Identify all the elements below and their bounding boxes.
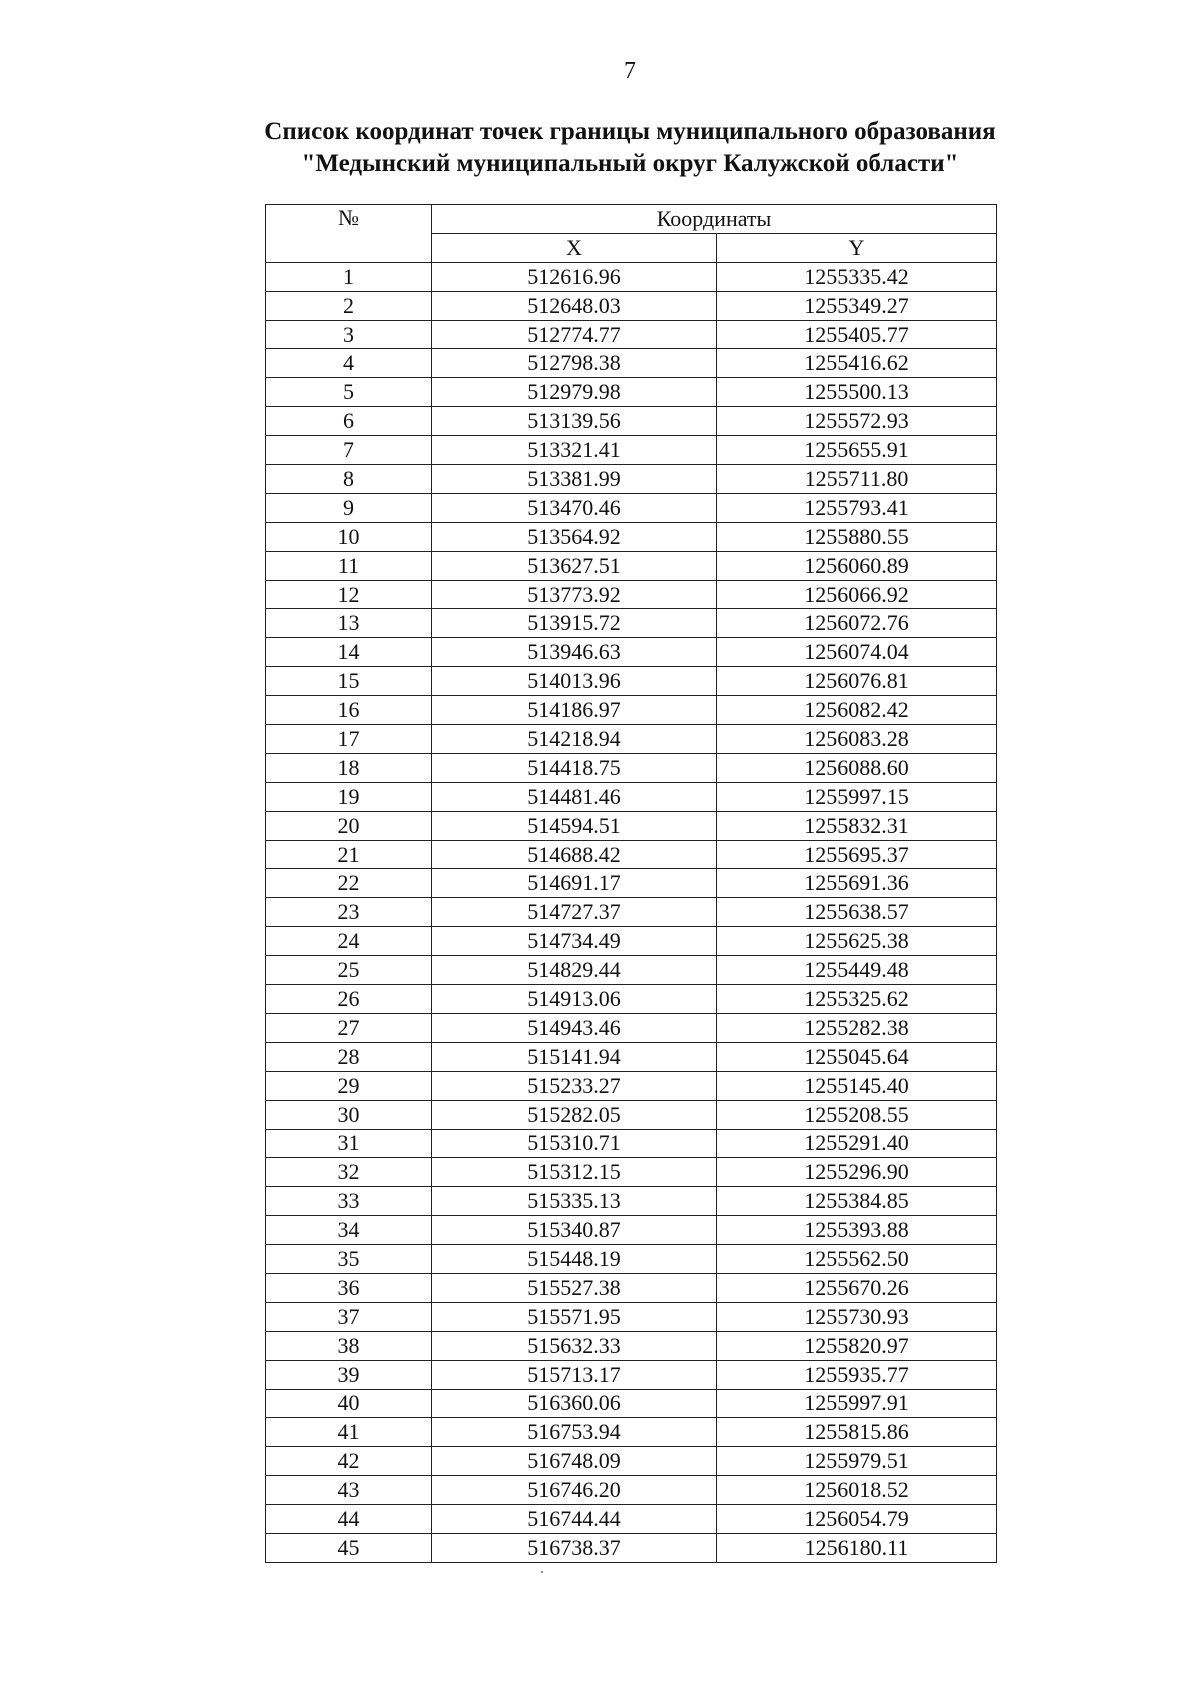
- table-row: [266, 493, 997, 522]
- y-coordinate-cell: 1255405.77: [717, 320, 997, 349]
- y-coordinate-cell: 1255935.77: [717, 1360, 997, 1389]
- x-coordinate-cell: 515713.17: [432, 1360, 717, 1389]
- y-coordinate-cell: 1256083.28: [717, 725, 997, 754]
- table-row: [266, 725, 997, 754]
- x-coordinate-cell: 515335.13: [432, 1187, 717, 1216]
- point-number-cell: 21: [266, 840, 432, 869]
- y-coordinate-cell: 1255282.38: [717, 1013, 997, 1042]
- y-coordinate-cell: 1256076.81: [717, 667, 997, 696]
- point-number-cell: 8: [266, 465, 432, 494]
- document-title: [0, 116, 1200, 180]
- table-row: [266, 1418, 997, 1447]
- coordinates-group-header: Координаты: [432, 205, 997, 234]
- table-row: [266, 753, 997, 782]
- y-coordinate-cell: 1256074.04: [717, 638, 997, 667]
- table-row: [266, 436, 997, 465]
- point-number-cell: 16: [266, 696, 432, 725]
- y-coordinate-cell: 1256072.76: [717, 609, 997, 638]
- y-coordinate-cell: 1255500.13: [717, 378, 997, 407]
- point-number-cell: 25: [266, 956, 432, 985]
- y-coordinate-cell: 1255793.41: [717, 493, 997, 522]
- x-coordinate-cell: 513627.51: [432, 551, 717, 580]
- y-coordinate-cell: 1255449.48: [717, 956, 997, 985]
- x-coordinate-cell: 513470.46: [432, 493, 717, 522]
- table-row: [266, 1476, 997, 1505]
- x-coordinate-cell: 512798.38: [432, 349, 717, 378]
- table-row: [266, 696, 997, 725]
- point-number-cell: 13: [266, 609, 432, 638]
- y-coordinate-cell: 1255638.57: [717, 898, 997, 927]
- title-line-1: Список координат точек границы муниципального образования: [264, 118, 996, 145]
- table-row: [266, 1071, 997, 1100]
- title-line-2: "Медынский муниципальный округ Калужской области": [301, 150, 959, 177]
- x-coordinate-cell: 515310.71: [432, 1129, 717, 1158]
- point-number-cell: 43: [266, 1476, 432, 1505]
- table-row: [266, 349, 997, 378]
- table-row: [266, 1216, 997, 1245]
- x-coordinate-cell: 512774.77: [432, 320, 717, 349]
- point-number-cell: 34: [266, 1216, 432, 1245]
- point-number-cell: 23: [266, 898, 432, 927]
- table-row: [266, 1245, 997, 1274]
- table-row: [266, 1447, 997, 1476]
- point-number-cell: 38: [266, 1331, 432, 1360]
- point-number-cell: 2: [266, 291, 432, 320]
- point-number-cell: 33: [266, 1187, 432, 1216]
- point-number-cell: 36: [266, 1273, 432, 1302]
- point-number-cell: 42: [266, 1447, 432, 1476]
- point-number-cell: 35: [266, 1245, 432, 1274]
- table-row: [266, 1273, 997, 1302]
- table-row: [266, 811, 997, 840]
- table-row: [266, 869, 997, 898]
- point-number-cell: 26: [266, 985, 432, 1014]
- x-coordinate-cell: 515340.87: [432, 1216, 717, 1245]
- table-row: [266, 1302, 997, 1331]
- y-coordinate-cell: 1256054.79: [717, 1505, 997, 1534]
- point-number-cell: 15: [266, 667, 432, 696]
- y-coordinate-cell: 1256066.92: [717, 580, 997, 609]
- point-number-cell: 9: [266, 493, 432, 522]
- point-number-cell: 4: [266, 349, 432, 378]
- table-row: [266, 1533, 997, 1562]
- point-number-cell: 40: [266, 1389, 432, 1418]
- table-row: [266, 522, 997, 551]
- point-number-cell: 5: [266, 378, 432, 407]
- point-number-cell: 30: [266, 1100, 432, 1129]
- point-number-cell: 6: [266, 407, 432, 436]
- point-number-cell: 41: [266, 1418, 432, 1447]
- point-number-cell: 39: [266, 1360, 432, 1389]
- point-number-cell: 29: [266, 1071, 432, 1100]
- y-coordinate-cell: 1255291.40: [717, 1129, 997, 1158]
- y-coordinate-cell: 1256060.89: [717, 551, 997, 580]
- x-coordinate-cell: 514186.97: [432, 696, 717, 725]
- table-row: [266, 1100, 997, 1129]
- x-coordinate-cell: 515527.38: [432, 1273, 717, 1302]
- x-coordinate-cell: 515141.94: [432, 1042, 717, 1071]
- table-header-row: [266, 205, 997, 234]
- x-coordinate-cell: 516753.94: [432, 1418, 717, 1447]
- table-row: [266, 898, 997, 927]
- x-coordinate-cell: 514734.49: [432, 927, 717, 956]
- x-coordinate-cell: 513564.92: [432, 522, 717, 551]
- table-row: [266, 1158, 997, 1187]
- scan-speck: [541, 1571, 543, 1573]
- point-number-cell: 19: [266, 782, 432, 811]
- point-number-cell: 22: [266, 869, 432, 898]
- table-row: [266, 1331, 997, 1360]
- x-coordinate-cell: 515233.27: [432, 1071, 717, 1100]
- table-row: [266, 956, 997, 985]
- point-number-cell: 17: [266, 725, 432, 754]
- table-row: [266, 782, 997, 811]
- table-row: [266, 1129, 997, 1158]
- y-coordinate-cell: 1255730.93: [717, 1302, 997, 1331]
- point-number-cell: 45: [266, 1533, 432, 1562]
- point-number-cell: 12: [266, 580, 432, 609]
- y-coordinate-cell: 1256180.11: [717, 1533, 997, 1562]
- y-coordinate-cell: 1255335.42: [717, 262, 997, 291]
- y-coordinate-cell: 1255711.80: [717, 465, 997, 494]
- x-coordinate-cell: 516360.06: [432, 1389, 717, 1418]
- point-number-cell: 10: [266, 522, 432, 551]
- point-number-cell: 44: [266, 1505, 432, 1534]
- x-coordinate-cell: 516746.20: [432, 1476, 717, 1505]
- table-row: [266, 262, 997, 291]
- x-coordinate-cell: 515282.05: [432, 1100, 717, 1129]
- y-coordinate-cell: 1255997.15: [717, 782, 997, 811]
- y-coordinate-cell: 1255670.26: [717, 1273, 997, 1302]
- x-coordinate-cell: 515632.33: [432, 1331, 717, 1360]
- y-coordinate-cell: 1255296.90: [717, 1158, 997, 1187]
- x-coordinate-cell: 516738.37: [432, 1533, 717, 1562]
- y-coordinate-cell: 1255572.93: [717, 407, 997, 436]
- table-row: [266, 1360, 997, 1389]
- table-row: [266, 609, 997, 638]
- point-number-cell: 27: [266, 1013, 432, 1042]
- y-coordinate-cell: 1256082.42: [717, 696, 997, 725]
- x-coordinate-cell: 514829.44: [432, 956, 717, 985]
- table-row: [266, 1389, 997, 1418]
- y-coordinate-cell: 1255691.36: [717, 869, 997, 898]
- point-number-cell: 37: [266, 1302, 432, 1331]
- table-row: [266, 378, 997, 407]
- y-coordinate-cell: 1255145.40: [717, 1071, 997, 1100]
- y-coordinate-cell: 1255562.50: [717, 1245, 997, 1274]
- table-row: [266, 407, 997, 436]
- table-body: [266, 262, 997, 1562]
- point-number-cell: 14: [266, 638, 432, 667]
- table-row: [266, 580, 997, 609]
- x-column-header: X: [432, 233, 717, 262]
- y-coordinate-cell: 1255625.38: [717, 927, 997, 956]
- point-number-cell: 1: [266, 262, 432, 291]
- y-coordinate-cell: 1255815.86: [717, 1418, 997, 1447]
- x-coordinate-cell: 514418.75: [432, 753, 717, 782]
- y-coordinate-cell: 1255695.37: [717, 840, 997, 869]
- page-number: 7: [624, 58, 636, 84]
- table-row: [266, 927, 997, 956]
- point-number-cell: 31: [266, 1129, 432, 1158]
- y-coordinate-cell: 1255208.55: [717, 1100, 997, 1129]
- x-coordinate-cell: 516748.09: [432, 1447, 717, 1476]
- table-row: [266, 1042, 997, 1071]
- table-row: [266, 985, 997, 1014]
- y-coordinate-cell: 1256018.52: [717, 1476, 997, 1505]
- x-coordinate-cell: 515448.19: [432, 1245, 717, 1274]
- y-coordinate-cell: 1255416.62: [717, 349, 997, 378]
- y-coordinate-cell: 1255393.88: [717, 1216, 997, 1245]
- table-row: [266, 291, 997, 320]
- y-coordinate-cell: 1255880.55: [717, 522, 997, 551]
- y-column-header: Y: [717, 233, 997, 262]
- table-row: [266, 1187, 997, 1216]
- number-column-header: №: [266, 205, 432, 263]
- table-row: [266, 1013, 997, 1042]
- y-coordinate-cell: 1255045.64: [717, 1042, 997, 1071]
- table-row: [266, 667, 997, 696]
- x-coordinate-cell: 513139.56: [432, 407, 717, 436]
- y-coordinate-cell: 1255384.85: [717, 1187, 997, 1216]
- table-row: [266, 320, 997, 349]
- point-number-cell: 11: [266, 551, 432, 580]
- y-coordinate-cell: 1256088.60: [717, 753, 997, 782]
- table-row: [266, 551, 997, 580]
- x-coordinate-cell: 512616.96: [432, 262, 717, 291]
- point-number-cell: 18: [266, 753, 432, 782]
- point-number-cell: 28: [266, 1042, 432, 1071]
- x-coordinate-cell: 513773.92: [432, 580, 717, 609]
- coordinates-table: [265, 204, 997, 1563]
- y-coordinate-cell: 1255832.31: [717, 811, 997, 840]
- x-coordinate-cell: 516744.44: [432, 1505, 717, 1534]
- x-coordinate-cell: 514688.42: [432, 840, 717, 869]
- x-coordinate-cell: 514727.37: [432, 898, 717, 927]
- x-coordinate-cell: 513946.63: [432, 638, 717, 667]
- x-coordinate-cell: 514481.46: [432, 782, 717, 811]
- x-coordinate-cell: 514691.17: [432, 869, 717, 898]
- x-coordinate-cell: 512979.98: [432, 378, 717, 407]
- y-coordinate-cell: 1255325.62: [717, 985, 997, 1014]
- table-row: [266, 638, 997, 667]
- x-coordinate-cell: 514594.51: [432, 811, 717, 840]
- x-coordinate-cell: 515312.15: [432, 1158, 717, 1187]
- y-coordinate-cell: 1255655.91: [717, 436, 997, 465]
- x-coordinate-cell: 514013.96: [432, 667, 717, 696]
- point-number-cell: 32: [266, 1158, 432, 1187]
- point-number-cell: 24: [266, 927, 432, 956]
- x-coordinate-cell: 514943.46: [432, 1013, 717, 1042]
- point-number-cell: 3: [266, 320, 432, 349]
- table-row: [266, 1505, 997, 1534]
- x-coordinate-cell: 512648.03: [432, 291, 717, 320]
- table-row: [266, 840, 997, 869]
- point-number-cell: 20: [266, 811, 432, 840]
- x-coordinate-cell: 513915.72: [432, 609, 717, 638]
- point-number-cell: 7: [266, 436, 432, 465]
- x-coordinate-cell: 514218.94: [432, 725, 717, 754]
- x-coordinate-cell: 513321.41: [432, 436, 717, 465]
- y-coordinate-cell: 1255820.97: [717, 1331, 997, 1360]
- y-coordinate-cell: 1255997.91: [717, 1389, 997, 1418]
- y-coordinate-cell: 1255349.27: [717, 291, 997, 320]
- x-coordinate-cell: 515571.95: [432, 1302, 717, 1331]
- x-coordinate-cell: 514913.06: [432, 985, 717, 1014]
- x-coordinate-cell: 513381.99: [432, 465, 717, 494]
- table-row: [266, 465, 997, 494]
- y-coordinate-cell: 1255979.51: [717, 1447, 997, 1476]
